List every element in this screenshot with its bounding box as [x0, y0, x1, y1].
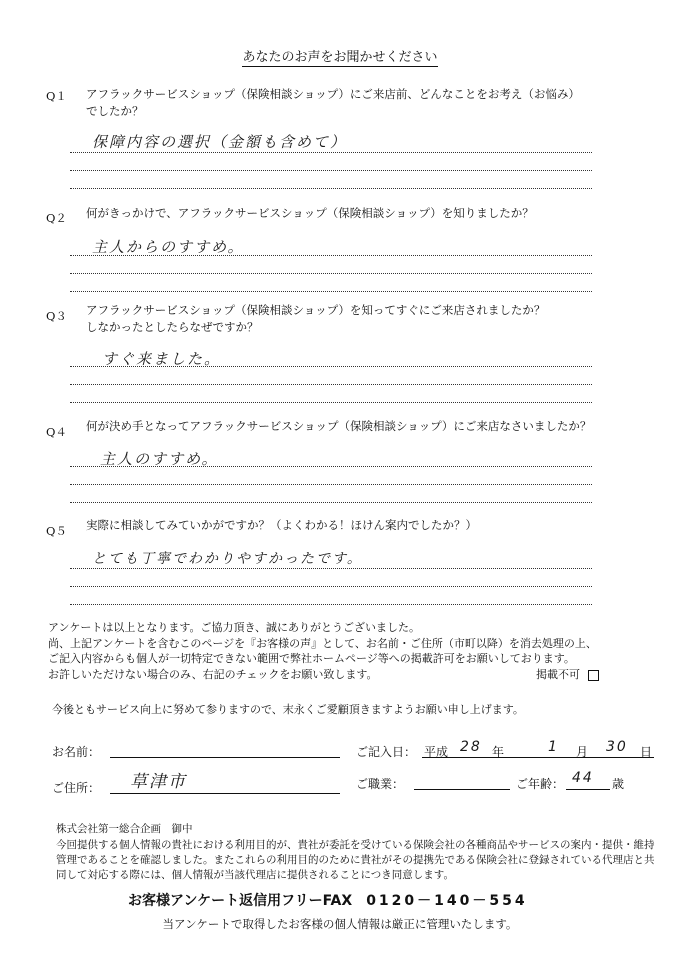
q3-answer[interactable]: すぐ来ました。: [102, 350, 222, 368]
month-unit: 月: [576, 745, 589, 759]
age-label: ご年齢：: [516, 777, 565, 791]
q1-answer[interactable]: 保障内容の選択（金額も含めて）: [92, 133, 348, 151]
q4-answer-line: [70, 502, 592, 503]
q4-text: 何が決め手となってアフラックサービスショップ（保険相談ショップ）にご来店なさいましたか？: [86, 419, 592, 433]
q2-answer-line: [70, 255, 592, 256]
fax-line: お客様アンケート返信用フリーFAX 0120－140－554: [128, 893, 528, 909]
q1-label: Q１: [46, 89, 67, 103]
q3-text: アフラックサービスショップ（保険相談ショップ）を知ってすぐにご来店されましたか？ しなかったとしたらなぜですか？: [86, 303, 546, 334]
q3-answer-line: [70, 402, 592, 403]
q4-answer-line: [70, 466, 592, 467]
q4-answer[interactable]: 主人のすすめ。: [100, 450, 219, 468]
q2-answer[interactable]: 主人からのすすめ。: [92, 238, 245, 256]
name-field[interactable]: [110, 757, 340, 758]
year-value[interactable]: 28: [460, 739, 482, 755]
q5-answer-line: [70, 604, 592, 605]
q2-answer-line: [70, 273, 592, 274]
q1-text: アフラックサービスショップ（保険相談ショップ）にご来店前、どんなことをお考え（お悩み） でしたか？: [86, 87, 580, 118]
privacy-note: 当アンケートで取得したお客様の個人情報は厳正に管理いたします。: [162, 917, 518, 931]
q2-text: 何がきっかけで、アフラックサービスショップ（保険相談ショップ）を知りましたか？: [86, 206, 534, 220]
address-field: [110, 793, 340, 794]
q3-answer-line: [70, 366, 592, 367]
name-label: お名前：: [52, 745, 101, 759]
q4-answer-line: [70, 484, 592, 485]
date-label: ご記入日：: [356, 745, 417, 759]
date-underline: [422, 757, 654, 758]
q5-text: 実際に相談してみていかがですか？（よくわかる！ほけん案内でしたか？）: [86, 518, 477, 532]
q5-label: Q５: [46, 524, 67, 538]
day-unit: 日: [640, 745, 653, 759]
company-name: 株式会社第一総合企画 御中: [56, 823, 193, 835]
month-value[interactable]: 1: [548, 739, 559, 755]
q5-answer-line: [70, 586, 592, 587]
no-publish-checkbox[interactable]: [588, 670, 599, 681]
job-label: ご職業：: [356, 777, 405, 791]
age-underline: [566, 789, 610, 790]
privacy-consent: 今回提供する個人情報の貴社における利用目的が、貴社が委託を受けている保険会社の各種商品やサービスの案内・提供・維持 管理であることを確認しました。またこれらの利用目的のために貴社がその提携先である保険会社に登録されている代理店と共 同して対応する際には、個人情報が当該代理店に提供されることにつき同意します。: [56, 839, 655, 881]
age-unit: 歳: [612, 777, 625, 791]
q1-answer-line: [70, 188, 592, 189]
q1-answer-line: [70, 152, 592, 153]
q2-answer-line: [70, 291, 592, 292]
page-title: あなたのお声をお聞かせください: [242, 50, 438, 65]
address-label: ご住所：: [52, 781, 101, 795]
age-value[interactable]: 44: [572, 770, 594, 786]
q2-label: Q２: [46, 211, 67, 225]
q5-answer[interactable]: とても丁寧でわかりやすかったです。: [92, 551, 363, 567]
era: 平成: [424, 745, 449, 759]
closing-notice: アンケートは以上となります。ご協力頂き、誠にありがとうございました。 尚、上記アンケートを含むこのページを『お客様の声』として、お名前・ご住所（市町以降）を消去処理の上、 ご記入内容からも個人が一切特定できない範囲で弊社ホームページ等への掲載許可をお願いしております。 お許しいただけない場合のみ、右記のチェックをお願い致します。: [48, 621, 597, 681]
q5-answer-line: [70, 568, 592, 569]
job-field[interactable]: [414, 789, 510, 790]
thanks-message: 今後ともサービス向上に努めて参りますので、末永くご愛顧頂きますようお願い申し上げます。: [52, 703, 524, 716]
address-value[interactable]: 草津市: [130, 772, 187, 792]
fax-number: 0120－140－554: [366, 893, 528, 909]
day-value[interactable]: 30: [606, 739, 628, 755]
q1-answer-line: [70, 170, 592, 171]
q4-label: Q４: [46, 425, 67, 439]
q3-label: Q３: [46, 309, 67, 323]
year-unit: 年: [492, 745, 505, 759]
q3-answer-line: [70, 384, 592, 385]
no-publish-option: 掲載不可: [536, 667, 599, 683]
